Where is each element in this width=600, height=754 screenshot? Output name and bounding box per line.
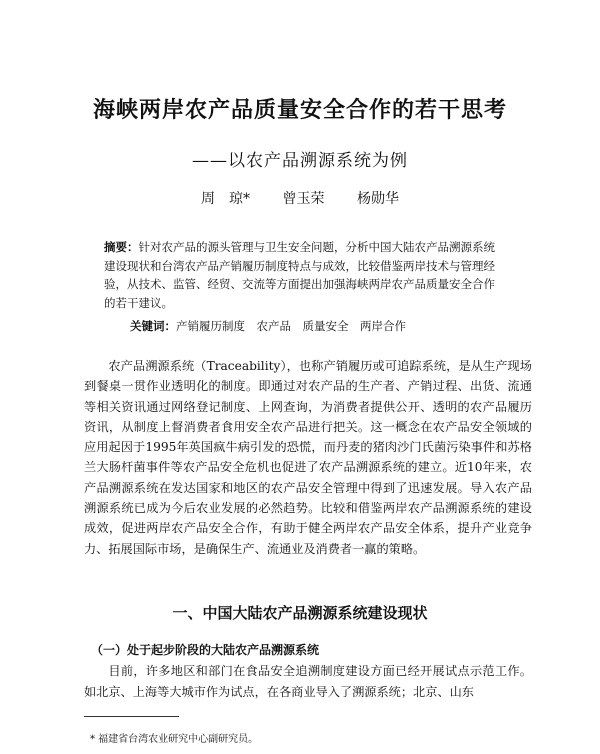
author-3: 杨勋华 [356,191,399,207]
paper-subtitle: ——以农产品溯源系统为例 [192,151,408,171]
paper-title: 海峡两岸农产品质量安全合作的若干思考 [92,97,507,123]
footnote-divider [84,716,179,717]
keywords-text: 产销履历制度 农产品 质量安全 两岸合作 [176,319,406,333]
section-heading: 一、中国大陆农产品溯源系统建设现状 [172,604,428,622]
footnote: * 福建省台湾农业研究中心副研究员。 [90,734,259,745]
keywords [130,317,510,335]
section-paragraph: 目前，许多地区和部门在食品安全追溯制度建设方面已经开展试点示范工作。如北京、上海等大城市作为试点，在各商业导入了溯源系统；北京、山东 [84,664,532,699]
author-1: 周 琼* [201,191,251,207]
abstract-text: 针对农产品的源头管理与卫生安全问题，分析中国大陆农产品溯源系统建设现状和台湾农产品产销履历制度特点与成效，比较借鉴两岸技术与管理经验，从技术、监管、经贸、交流等方面提出加强海峡两岸农产品质量安全合作的若干建议。 [104,240,495,310]
author-2: 曾玉荣 [282,191,325,207]
abstract-label: 摘要： [104,240,139,254]
subsection-heading: （一）处于起步阶段的大陆农产品溯源系统 [91,643,320,657]
keywords-label: 关键词： [130,319,176,333]
intro-paragraph: 农产品溯源系统（Traceability），也称产销履历或可追踪系统，是从生产现场到餐桌一贯作业透明化的制度。即通过对农产品的生产者、产销过程、出货、流通等相关资讯通过网络登记制度、上网查询，为消费者提供公开、透明的农产品履历资讯，从制度上督消费者食用安全农产品进行把关。这一概念在农产品安全领域的应用起因于1995年英国疯牛病引发的恐慌，而丹麦的猪肉沙门氏菌污染事件和苏格兰大肠杆菌事件等农产品安全危机也促进了农产品溯源系统的建立。近10年来，农产品溯源系统在发达国家和地区的农产品安全管理中得到了迅速发展。导入农产品溯源系统已成为今后农业发展的必然趋势。比较和借鉴两岸农产品溯源系统的建设成效，促进两岸农产品安全合作，有助于健全两岸农产品安全体系，提升产业竞争力、拓展国际市场，是确保生产、流通业及消费者一赢的策略。 [84,359,532,556]
author-list [0,188,600,208]
abstract [104,238,504,312]
